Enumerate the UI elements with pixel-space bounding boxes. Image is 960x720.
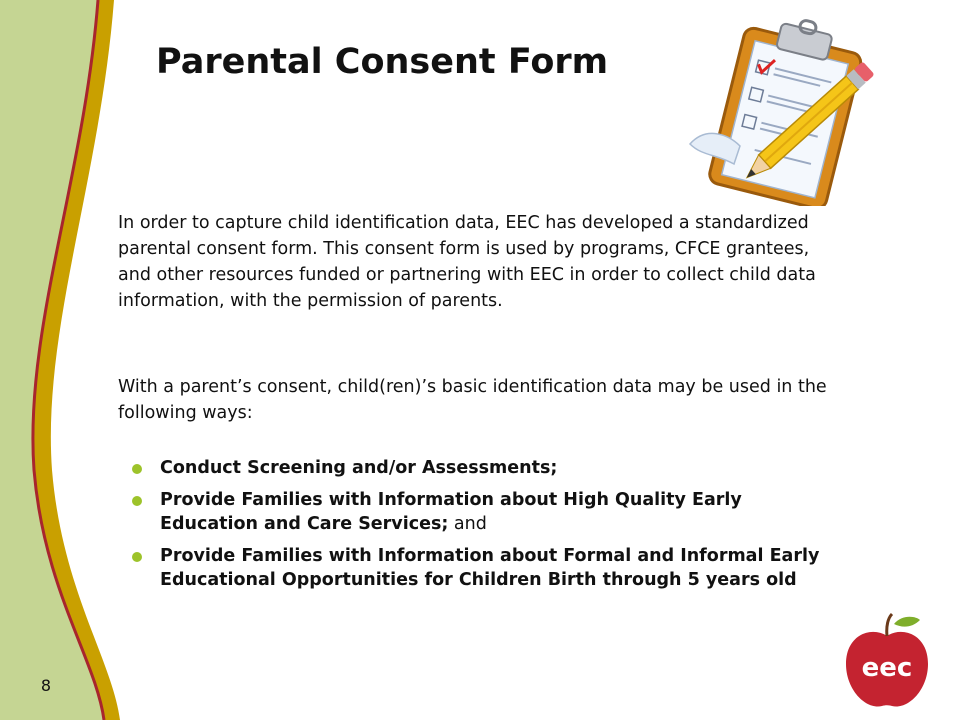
bullet-bold-text: Provide Families with Information about Formal and Informal Early Educational Opportunities for Children Birth through 5 years old [160, 546, 820, 590]
left-decorative-band [0, 0, 130, 720]
bullet-dot-icon [132, 552, 142, 562]
clipboard-checklist-icon [676, 14, 886, 206]
page-number: 8 [40, 676, 52, 695]
bullet-dot-icon [132, 464, 142, 474]
list-item [130, 456, 830, 480]
bullet-bold-text: Provide Families with Information about High Quality Early Education and Care Services; [160, 490, 742, 534]
list-item [130, 488, 830, 536]
slide-title: Parental Consent Form [156, 42, 609, 82]
intro-paragraph: In order to capture child identification data, EEC has developed a standardized parental consent form. This consent form is used by programs, CFCE grantees, and other resources funded or partnering with EEC in order to collect child data information, with the permission of parents. [118, 213, 816, 311]
bullet-bold-text: Conduct Screening and/or Assessments; [160, 458, 558, 478]
logo-text: eec [861, 653, 913, 683]
list-item [130, 544, 830, 592]
bullet-rest-text: and [448, 514, 487, 534]
eec-logo [842, 612, 932, 712]
bullet-dot-icon [132, 496, 142, 506]
usage-list [130, 456, 830, 600]
usage-paragraph: With a parent’s consent, child(ren)’s basic identification data may be used in the following ways: [118, 377, 827, 423]
